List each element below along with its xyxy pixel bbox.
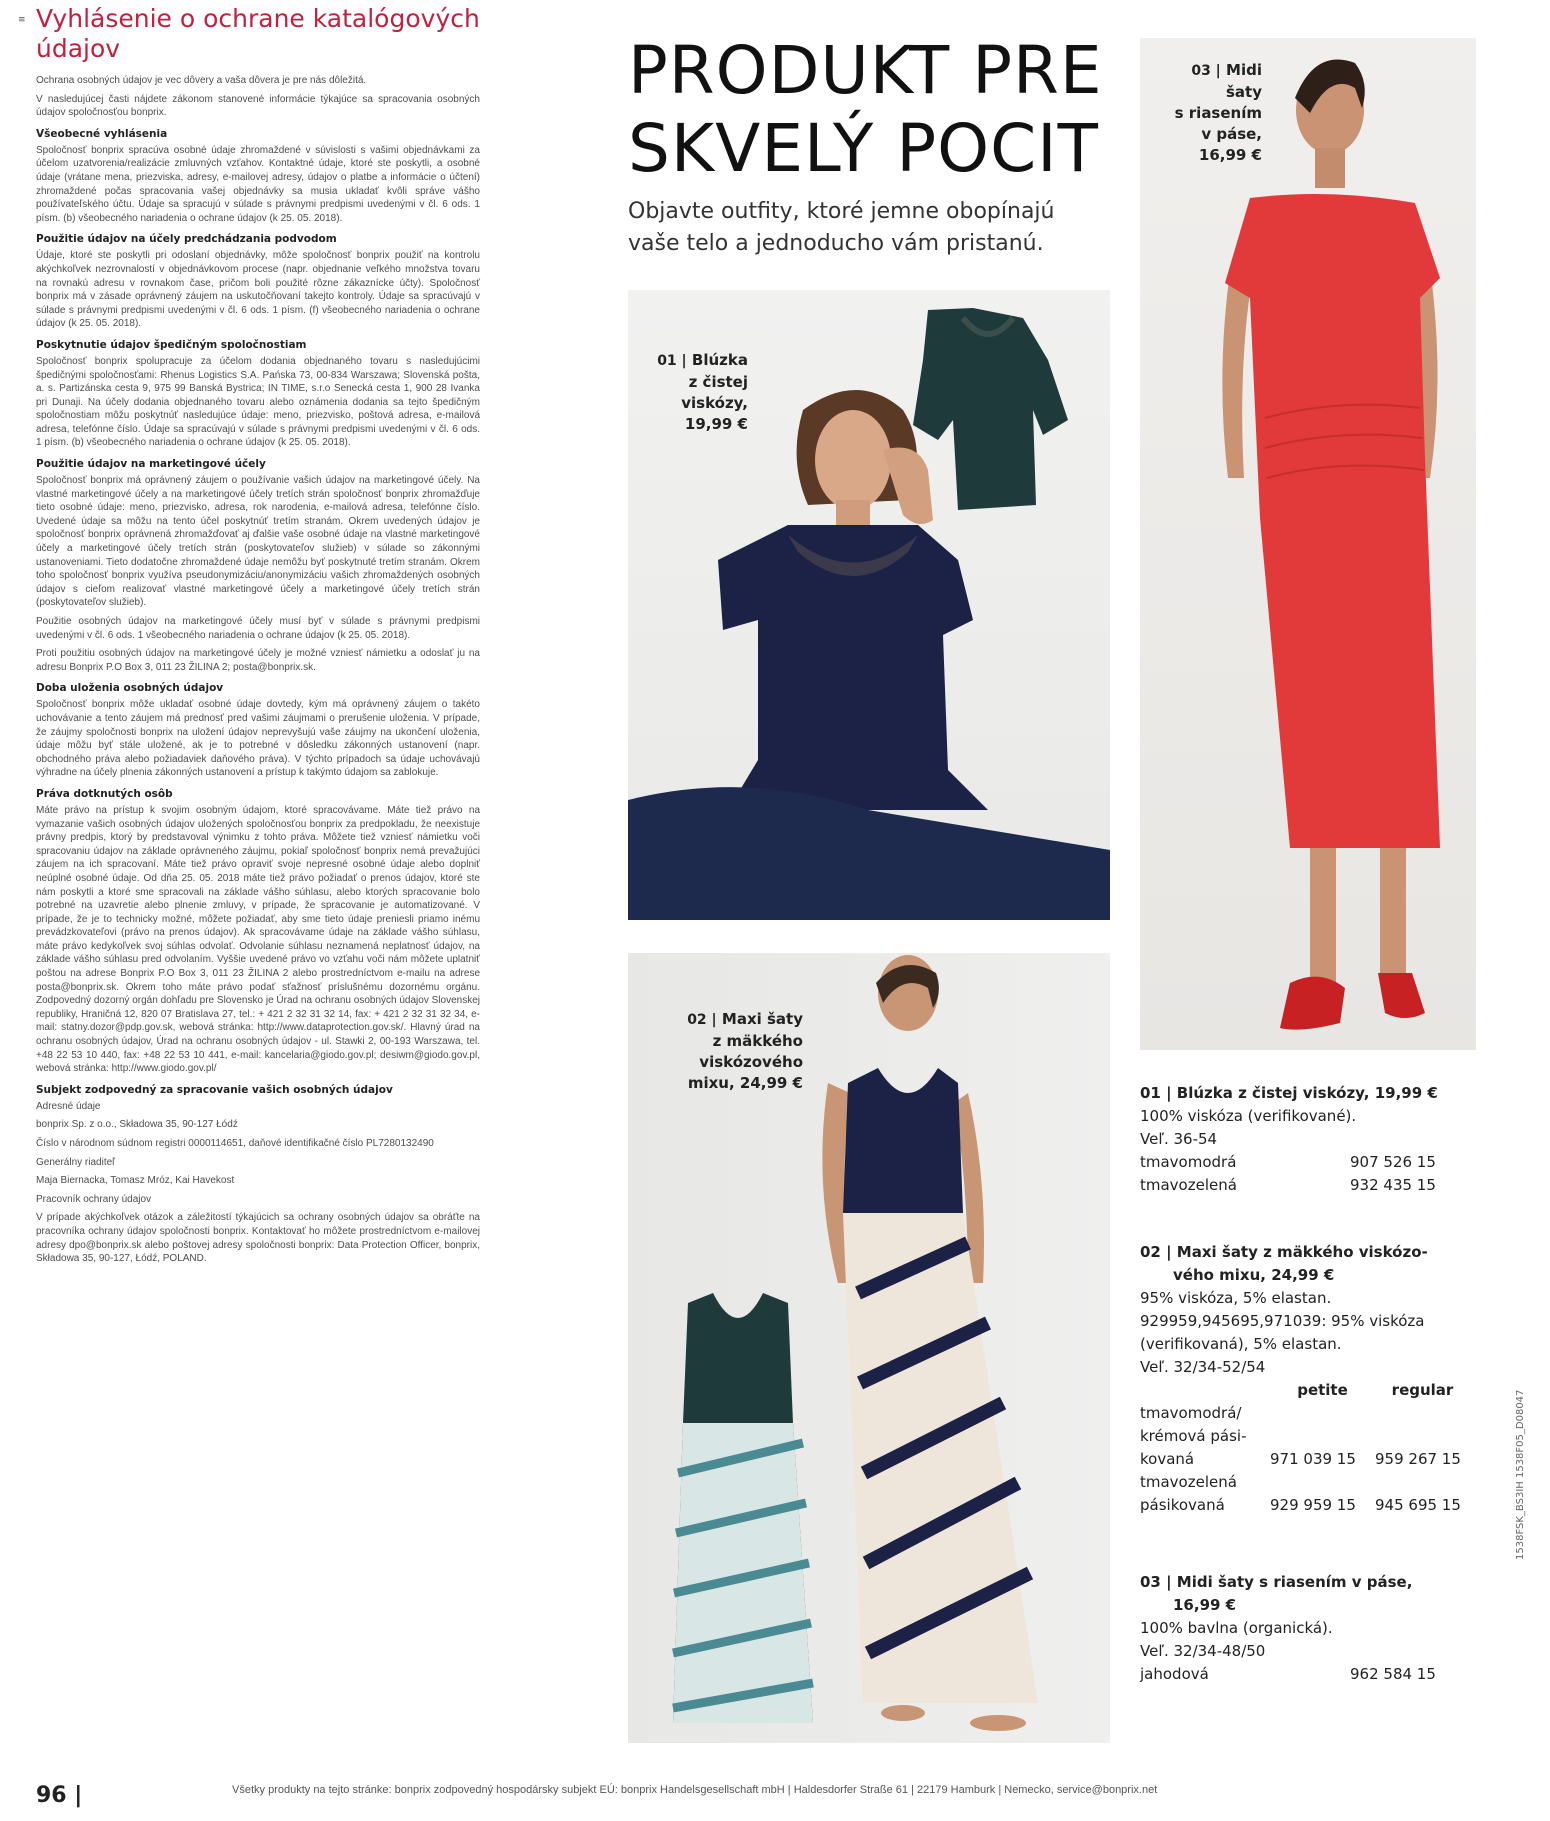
color-row	[1140, 1174, 1470, 1197]
paragraph: Ochrana osobných údajov je vec dôvery a vaša dôvera je pre nás dôležitá.	[36, 75, 367, 86]
page-headline: PRODUKT PRE SKVELÝ POCIT	[628, 32, 1103, 187]
paragraph: Adresné údaje	[36, 1100, 101, 1112]
product-spec-01	[1140, 1082, 1470, 1197]
paragraph: Údaje, ktoré ste poskytli pri odoslaní objednávky, môže spoločnosť bonprix použiť na kontrolu akýchkoľvek nezrovnalostí v objednávkovom procese (napr. objednanie veľkého množstva tovaru na rovnakú adresu v rovnakom čase, pričom boli použité rôzne zákaznícke účty). Spoločnosť bonprix má v zásade oprávnený záujem na uskutočňovaní takejto kontroly. Údaje sa spracúvajú v súlade s právnymi predpismi uvedenými v čl. 6 ods. 1 písm. (f) všeobecného nariadenia o ochrane údajov (k 25. 05. 2018).	[36, 250, 480, 330]
midi-dress-photo	[1140, 38, 1476, 1050]
section-heading: Použitie údajov na marketingové účely	[36, 458, 266, 471]
col-regular: regular	[1391, 1381, 1454, 1399]
product-spec-03	[1140, 1571, 1470, 1686]
spec-material-detail: 929959,945695,971039: 95% viskóza (verifikovaná), 5% elastan.	[1140, 1312, 1425, 1353]
col-petite: petite	[1297, 1381, 1348, 1399]
product-tag-03: 03 | Midi šaty s riasením v páse, 16,99 €	[1174, 61, 1262, 164]
product-spec-02	[1140, 1241, 1470, 1517]
catalog-code: 1538FSK_BS3IH 1538F05_D08047	[1515, 1389, 1526, 1560]
section-heading: Použitie údajov na účely predchádzania podvodom	[36, 233, 337, 246]
section-heading: Práva dotknutých osôb	[36, 787, 173, 800]
maxi-dress-photo	[628, 953, 1110, 1743]
article-code-petite: 929 959 15	[1270, 1496, 1356, 1514]
bullet-marker: ≡	[18, 15, 26, 25]
spec-material: 100% bavlna (organická).	[1140, 1619, 1333, 1637]
spec-heading: 01 | Blúzka z čistej viskózy, 19,99 €	[1140, 1084, 1438, 1102]
color-name: tmavomodrá/ krémová pási- kovaná	[1140, 1404, 1247, 1468]
paragraph: V nasledujúcej časti nájdete zákonom stanovené informácie týkajúce sa spracovania osobných údajov spoločnosťou bonprix.	[36, 93, 480, 119]
spec-heading: 03 | Midi šaty s riasením v páse,	[1140, 1573, 1413, 1591]
paragraph: Máte právo na prístup k svojim osobným údajom, ktoré spracovávame. Máte tiež právo na vymazanie vašich osobných údajov uložených spoločnosťou bonprix za predpokladu, že neexistuje právny predpis, ktorý by predstavoval výnimku z tohto práva. Môžete tiež vzniesť námietku voči spracovaniu údajov na základe oprávneného záujmu, pokiaľ spoločnosť bonprix nemá prevažujúci záujem na ich spracovaní. Máte tiež právo opraviť svoje nepresné osobné údaje alebo doplniť neúplné osobné údaje. Od dňa 25. 05. 2018 máte tiež právo požiadať o prenos údajov, ktoré ste nám poskytli a ktoré sme spracovali na základe vášho súhlasu, alebo ktorých spracovanie bolo potrebné na uzavretie alebo plnenie zmluvy, v prípade, že spracovanie je automatizované. V prípade, že je to technicky možné, môžete požiadať, aby sme tieto údaje preniesli priamo inému prevádzkovateľovi (právo na prenos údajov). Ak spracovávame údaje na základe vášho súhlasu, máte právo kedykoľvek svoj súhlas odvolať. Odvolanie súhlasu neznamená neplatnosť údajov, na základe vášho súhlasu pred odvolaním. Vyššie uvedené právo vo vzťahu voči nám môžete uplatniť poštou na adrese Bonprix P.O Box 3, 011 23 ŽILINA 2 alebo prostredníctvom e-mailu na adrese posta@bonprix.sk. Okrem toho máte právo podať sťažnosť príslušnému dozornému orgánu. Zodpovedný dozorný orgán dohľadu pre Slovensko je Úrad na ochranu osobných údajov Slovenskej republiky, Hraničná 12, 820 07 Bratislava 27, tel.: + 421 2 32 31 32 14, fax: + 421 2 32 31 32 34, e-mail: statny.dozor@pdp.gov.sk, webová stránka: http://www.dataprotection.gov.sk/. Hlavný úrad na ochranu osobných údajov, Úrad na ochranu osobných údajov - ul. Stawki 2, 00-193 Warszawa, tel. +48 22 53 10 440, fax: +48 22 53 10 441, e-mail: kancelaria@giodo.gov.pl; desiwm@giodo.gov.pl, webová stránka: http://www.giodo.gov.pl/	[36, 804, 480, 1075]
spec-heading-cont: vého mixu, 24,99 €	[1173, 1266, 1335, 1284]
paragraph: Pracovník ochrany údajov	[36, 1193, 152, 1205]
midi-dress-illustration	[1140, 38, 1476, 1050]
spec-sizes: Veľ. 36-54	[1140, 1130, 1218, 1148]
footer-note: Všetky produkty na tejto stránke: bonprix zodpovedný hospodársky subjekt EÚ: bonprix Handelsgesellschaft mbH | Haldesdorfer Straße 61 | 22179 Hamburk | Nemecko, service@bonprix.net	[232, 1784, 1158, 1796]
section-heading: Doba uloženia osobných údajov	[36, 682, 224, 695]
paragraph: Generálny riaditeľ	[36, 1156, 116, 1168]
paragraph: Spoločnosť bonprix môže ukladať osobné údaje dovtedy, kým má oprávnený záujem o takéto uchovávanie a tento záujem má prednosť pred vašimi záujmami o prerušenie uloženia. V prípade, že záujmy spoločnosti bonprix na uložení údajov neprevyšujú vaše záujmy na ukončení uloženia, údaje môžu byť stále uložené, ak je to potrebné v dôsledku zákonných ustanovení (napr. obchodného práva alebo požiadaviek daňového práva). V týchto prípadoch sa údaje uchovávajú výhradne na účely plnenia zákonných ustanovení a prístup k takýmto údajom sa zablokuje.	[36, 699, 480, 779]
color-name: tmavozelená	[1140, 1176, 1237, 1194]
article-code-regular: 945 695 15	[1375, 1496, 1461, 1514]
article-code: 907 526 15	[1350, 1153, 1436, 1171]
blouse-photo	[628, 290, 1110, 920]
page-number: 96 |	[36, 1783, 83, 1808]
section-heading: Subjekt zodpovedný za spracovanie vašich osobných údajov	[36, 1083, 393, 1096]
spec-sizes: Veľ. 32/34-52/54	[1140, 1358, 1266, 1376]
color-name: tmavomodrá	[1140, 1153, 1237, 1171]
article-code: 962 584 15	[1350, 1665, 1436, 1683]
paragraph: Použitie osobných údajov na marketingové účely musí byť v súlade s právnymi predpismi uvedenými v čl. 6 ods. 1 všeobecného nariadenia o ochrane údajov (k 25. 05. 2018).	[36, 616, 480, 641]
section-heading: Všeobecné vyhlásenia	[36, 127, 168, 140]
article-code: 932 435 15	[1350, 1176, 1436, 1194]
spec-material: 95% viskóza, 5% elastan.	[1140, 1289, 1332, 1307]
color-name: jahodová	[1140, 1665, 1209, 1683]
color-row	[1140, 1663, 1470, 1686]
article-code-regular: 959 267 15	[1375, 1450, 1461, 1468]
spec-heading-cont: 16,99 €	[1173, 1596, 1237, 1614]
paragraph: Maja Biernacka, Tomasz Mróz, Kai Havekost	[36, 1175, 235, 1187]
privacy-column	[18, 4, 480, 1271]
product-tag-02: 02 | Maxi šaty z mäkkého viskózového mixu, 24,99 €	[687, 1010, 803, 1092]
paragraph: Spoločnosť bonprix má oprávnený záujem o používanie vašich údajov na marketingové účely. Na vlastné marketingové účely a na marketingové účely tretích strán spoločnosť bonprix zhromažďuje tieto osobné údaje: meno, priezvisko, adresa, rok narodenia, e-mailová adresa, telefónne číslo. Uvedené údaje sa môžu na tento účel poskytnúť tretím stranám. Okrem uvedených údajov je spoločnosť bonprix oprávnená zhromažďovať aj ďalšie vaše osobné údaje na vlastné marketingové účely a marketingové účely tretích strán (poskytovateľov služieb) v súlade so zákonnými ustanoveniami. Tieto dodatočne zhromaždené údaje nemôžu byť poskytnuté tretím stranám. Okrem toho spoločnosť bonprix využíva pseudonymizáciu/anonymizáciu vašich zhromaždených osobných údajov s cieľom realizovať vlastné marketingové účely a marketingové účely tretích strán (poskytovateľov služieb).	[36, 475, 480, 609]
spec-sizes: Veľ. 32/34-48/50	[1140, 1642, 1266, 1660]
paragraph: V prípade akýchkoľvek otázok a záležitostí týkajúcich sa ochrany osobných údajov sa obráťte na pracovníka ochrany údajov spoločnosti bonprix. Kontaktovať ho môžete prostredníctvom e-mailovej adresy dpo@bonprix.sk alebo poštovej adresy spoločnosti bonprix: Data Protection Officer, bonprix, Składowa 35, 90-127, Łódź, POLAND.	[36, 1212, 480, 1265]
paragraph: Proti použitiu osobných údajov na marketingové účely je možné vzniesť námietku a odoslať ju na adresu Bonprix P.O Box 3, 011 23 ŽILINA 2; posta@bonprix.sk.	[36, 648, 480, 673]
paragraph: Spoločnosť bonprix spracúva osobné údaje zhromaždené v súvislosti s vašimi objednávkami za účelom uzatvorenia/realizácie zmluvných vzťahov. Kontaktné údaje, ktoré ste poskytli, a osobné údaje (vrátane mena, priezviska, adresy, e-mailovej adresy, údajov o platbe a informácie o účtení) zhromaždené počas spracovania vašej objednávky sa musia ukladať kvôli správe vášho používateľského účtu. Údaje sa spracujú v súlade s právnymi predpismi uvedenými v čl. 6 ods. 1 písm. (b) všeobecného nariadenia o ochrane údajov (k 25. 05. 2018).	[36, 144, 480, 224]
size-code-table	[1140, 1379, 1470, 1517]
page-subtitle: Objavte outfity, ktoré jemne obopínajú vaše telo a jednoducho vám pristanú.	[628, 199, 1055, 256]
privacy-title: Vyhlásenie o ochrane katalógových údajov	[36, 4, 480, 63]
paragraph: Spoločnosť bonprix spolupracuje za účelom dodania objednaného tovaru s nasledujúcimi špedičnými spoločnosťami: Rhenus Logistics S.A. Pańska 73, 00-834 Warszawa; Slovenská pošta, a. s. Partizánska cesta 9, 975 99 Banská Bystrica; IN TIME, s.r.o Senecká cesta 1, 900 28 Ivanka pri Dunaji. Na účely dodania objednaného tovaru alebo oznámenia dodania sa tejto špedičným spoločnostiam môžu poskytnúť nasledujúce údaje: meno, priezvisko, poštová adresa, e-mailová adresa, telefónne číslo. Údaje sa spracúvajú v súlade s právnymi predpismi uvedenými v čl. 6 ods. 1 písm. (b) všeobecného nariadenia o ochrane údajov (k 25. 05. 2018).	[36, 355, 480, 449]
color-name: tmavozelená pásikovaná	[1140, 1473, 1237, 1514]
product-tag-01: 01 | Blúzka z čistej viskózy, 19,99 €	[657, 351, 748, 433]
spec-material: 100% viskóza (verifikované).	[1140, 1107, 1357, 1125]
color-row	[1140, 1151, 1470, 1174]
section-heading: Poskytnutie údajov špedičným spoločnostiam	[36, 338, 307, 351]
paragraph: bonprix Sp. z o.o., Składowa 35, 90-127 Łódź	[36, 1119, 238, 1131]
article-code-petite: 971 039 15	[1270, 1450, 1356, 1468]
paragraph: Číslo v národnom súdnom registri 0000114651, daňové identifikačné číslo PL7280132490	[36, 1138, 434, 1149]
spec-heading: 02 | Maxi šaty z mäkkého viskózo-	[1140, 1243, 1428, 1261]
